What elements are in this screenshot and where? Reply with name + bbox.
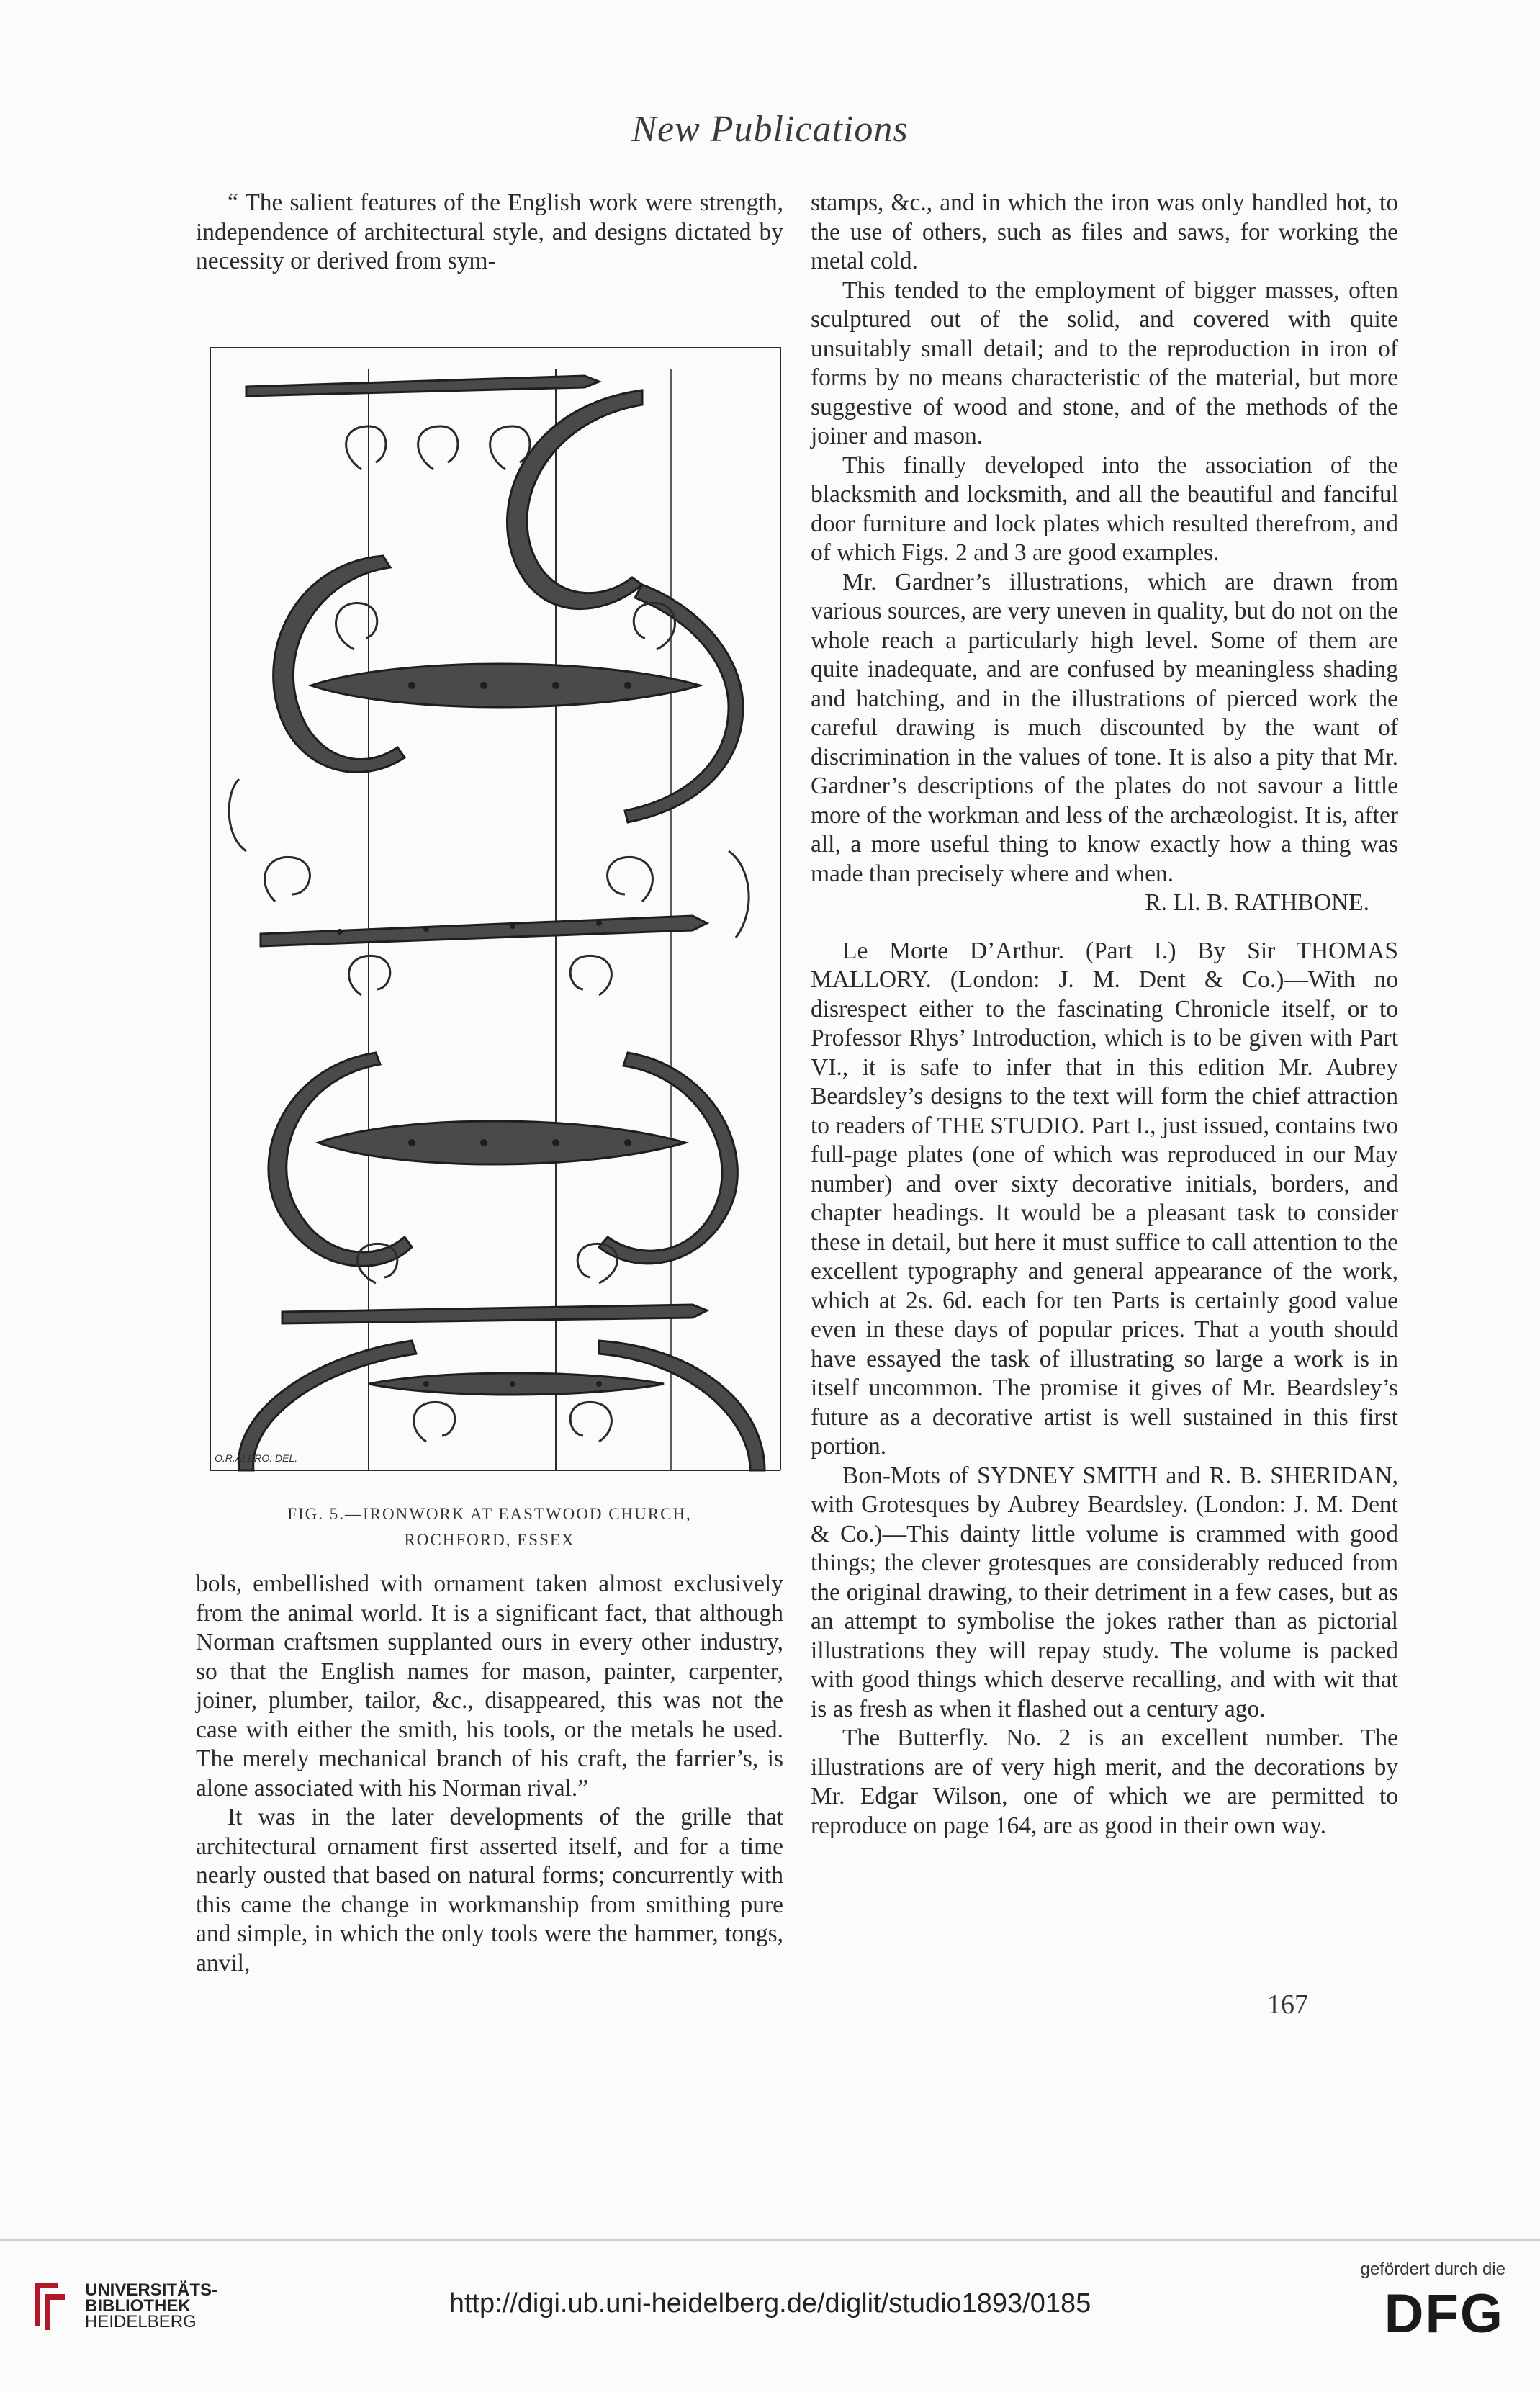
source-url[interactable]: http://digi.ub.uni-heidelberg.de/diglit/studio1893/0185 bbox=[449, 2288, 1091, 2319]
page-number: 167 bbox=[1267, 1989, 1308, 2020]
paragraph: Mr. Gardner’s illustrations, which are drawn from various sources, are very uneven in quality, but do not on the whole reach a particularly high level. Some of them are quite inadequate, and are confused by meaningless shading and hatching, and in the illustrations of pierced work the careful drawing is much discounted by the want of discrimination in the values of tone. It is also a pity that Mr. Gardner’s descriptions of the plates do not savour a little more of the workman and less of the archæologist. It is, after all, a more useful thing to know exactly how a thing was made than precisely where and when. bbox=[811, 568, 1398, 887]
paragraph: stamps, &c., and in which the iron was only handled hot, to the use of others, such as files and saws, for working the metal cold. bbox=[811, 189, 1398, 274]
library-name-line-2: BIBLIOTHEK bbox=[85, 2296, 191, 2316]
review-signature: R. Ll. B. RATHBONE. bbox=[1145, 889, 1369, 916]
right-column bbox=[811, 189, 1398, 1840]
paragraph: This tended to the employment of bigger masses, often sculptured out of the solid, and covered with quite unsuitably small detail; and to the reproduction in iron of forms by no means characteristic of the material, but more suggestive of wood and stone, and of the methods of the joiner and mason. bbox=[811, 276, 1398, 449]
ironwork-drawing bbox=[196, 347, 792, 1485]
paragraph: “ The salient features of the English work were strength, independence of architectural style, and designs dictated by necessity or derived from sym- bbox=[196, 189, 783, 274]
ironwork-illustration bbox=[196, 347, 792, 1485]
footer-divider bbox=[0, 2239, 1540, 2241]
left-column-bottom bbox=[196, 1570, 783, 1978]
paragraph: bols, embellished with ornament taken almost exclusively from the animal world. It is a significant fact, that although Norman craftsmen supplanted ours in every other industry, so that the English names for mason, painter, carpenter, joiner, plumber, tailor, &c., disappeared, this was not the case with either the smith, his tools, or the metals he used. The merely mechanical branch of his craft, the farrier’s, is alone associated with his Norman rival.” bbox=[196, 1570, 783, 1802]
review-bon-mots: Bon-Mots of SYDNEY SMITH and R. B. SHERIDAN, with Grotesques by Aubrey Beardsley. (London: J. M. Dent & Co.)—This dainty little volume is crammed with good things; the clever grotesques are considerably reduced from the original drawing, to their detriment in a few cases, but as an attempt to symbolise the jokes rather than as pictorial illustrations they will repay study. The volume is packed with good things which deserve recalling, and with wit that is as fresh as when it flashed out a century ago. bbox=[811, 1462, 1398, 1722]
paragraph: This finally developed into the association of the blacksmith and locksmith, and all the beautiful and fanciful door furniture and lock plates which resulted therefrom, and of which Figs. 2 and 3 are good examples. bbox=[811, 451, 1398, 566]
signature: O.R.ALBRO: DEL. bbox=[215, 1452, 298, 1464]
left-column-top bbox=[196, 189, 783, 276]
review-le-morte-darthur: Le Morte D’Arthur. (Part I.) By Sir THOMAS MALLORY. (London: J. M. Dent & Co.)—With no disrespect either to the fascinating Chronicle itself, or to Professor Rhys’ Introduction, which is to be given with Part VI., it is safe to infer that in this edition Mr. Aubrey Beardsley’s designs to the text will form the chief attraction to readers of THE STUDIO. Part I., just issued, contains two full-page plates (one of which was reproduced in our May number) and over sixty decorative initials, borders, and chapter headings. It would be a pleasant task to consider these in detail, but here it must suffice to call attention to the excellent typography and general appearance of the work, which at 2s. 6d. each for ten Parts is certainly good value even in these days of popular prices. That a youth should have essayed the task of illustrating so large a work is in itself uncommon. The promise it gives of Mr. Beardsley’s future as a decorative artist is well sustained in this first portion. bbox=[811, 937, 1398, 1460]
running-head: New Publications bbox=[631, 109, 909, 150]
library-name-line-3: HEIDELBERG bbox=[85, 2312, 197, 2332]
dfg-logo: DFG bbox=[1384, 2283, 1504, 2344]
funded-by-label: gefördert durch die bbox=[1360, 2260, 1505, 2279]
caption-line-2: ROCHFORD, ESSEX bbox=[404, 1531, 575, 1549]
paragraph: It was in the later developments of the grille that architectural ornament first asserted itself, and for a time nearly ousted that based on natural forms; concurrently with this came the change in workmanship from smithing pure and simple, in which the only tools were the hammer, tongs, anvil, bbox=[196, 1804, 783, 1977]
figure-caption bbox=[196, 1501, 783, 1553]
caption-line-1: FIG. 5.—IRONWORK AT EASTWOOD CHURCH, bbox=[287, 1505, 692, 1523]
review-the-butterfly: The Butterfly. No. 2 is an excellent number. The illustrations are of very high merit, and the decorations by Mr. Edgar Wilson, one of which we are permitted to reproduce on page 164, are as good in their own way. bbox=[811, 1725, 1398, 1839]
library-name-line-1: UNIVERSITÄTS- bbox=[85, 2280, 218, 2300]
